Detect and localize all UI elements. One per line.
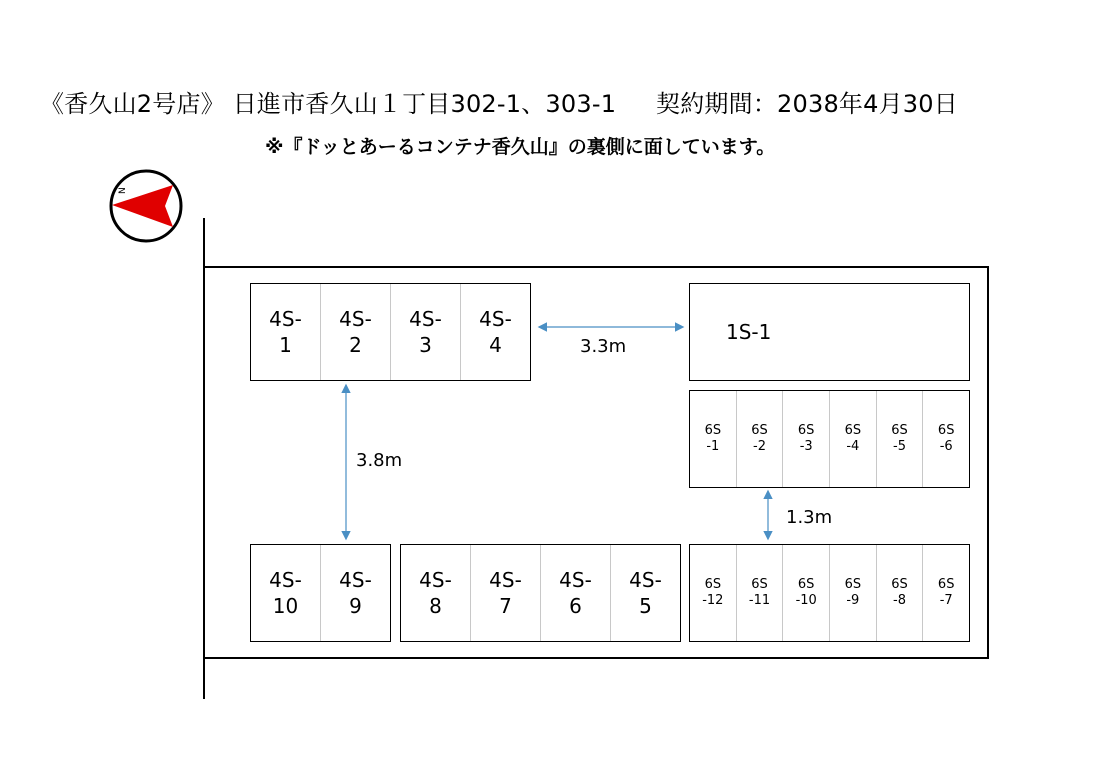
unit-1s-1-label: 1S-1 (726, 320, 772, 344)
lot-right-boundary (987, 266, 989, 659)
vertical-gap-right-label: 1.3m (786, 507, 833, 528)
container-block-4s-1-4 (250, 283, 531, 381)
page-title: 《香久山2号店》 日進市香久山１丁目302-1、303-1 契約期間：2038年4月30日 (40, 90, 958, 118)
unit-6s-12[interactable]: 6S -12 (690, 545, 737, 641)
unit-6s-2[interactable]: 6S -2 (737, 391, 784, 487)
lot-top-boundary (203, 266, 989, 268)
unit-4s-6[interactable]: 4S- 6 (541, 545, 611, 641)
unit-4s-4[interactable]: 4S- 4 (479, 307, 512, 357)
unit-4s-3[interactable]: 4S- 3 (391, 284, 461, 380)
unit-6s-7[interactable]: 6S -7 (937, 577, 955, 608)
container-block-4s-8-5 (400, 544, 681, 642)
road-vertical-line (203, 218, 205, 699)
vertical-gap-left-label: 3.8m (356, 450, 403, 471)
container-block-6s-12-7 (689, 544, 970, 642)
container-block-6s-1-6 (689, 390, 970, 488)
unit-6s-1[interactable]: 6S -1 (690, 391, 737, 487)
north-letter: N (118, 187, 128, 194)
unit-4s-5[interactable]: 4S- 5 (629, 568, 662, 618)
unit-4s-7[interactable]: 4S- 7 (471, 545, 541, 641)
unit-6s-5[interactable]: 6S -5 (877, 391, 924, 487)
unit-6s-10[interactable]: 6S -10 (783, 545, 830, 641)
unit-4s-8[interactable]: 4S- 8 (401, 545, 471, 641)
unit-4s-1[interactable]: 4S- 1 (251, 284, 321, 380)
horizontal-gap-label: 3.3m (580, 336, 627, 357)
unit-6s-9[interactable]: 6S -9 (830, 545, 877, 641)
unit-6s-6[interactable]: 6S -6 (937, 423, 955, 454)
unit-4s-9[interactable]: 4S- 9 (339, 568, 372, 618)
unit-6s-11[interactable]: 6S -11 (737, 545, 784, 641)
container-block-4s-10-9 (250, 544, 391, 642)
location-note: ※『ドッとあーるコンテナ香久山』の裏側に面しています。 (265, 136, 776, 158)
unit-6s-4[interactable]: 6S -4 (830, 391, 877, 487)
lot-bottom-boundary (203, 657, 989, 659)
north-arrow-icon (107, 167, 185, 245)
unit-6s-8[interactable]: 6S -8 (877, 545, 924, 641)
unit-4s-10[interactable]: 4S- 10 (251, 545, 321, 641)
unit-6s-3[interactable]: 6S -3 (783, 391, 830, 487)
unit-4s-2[interactable]: 4S- 2 (321, 284, 391, 380)
